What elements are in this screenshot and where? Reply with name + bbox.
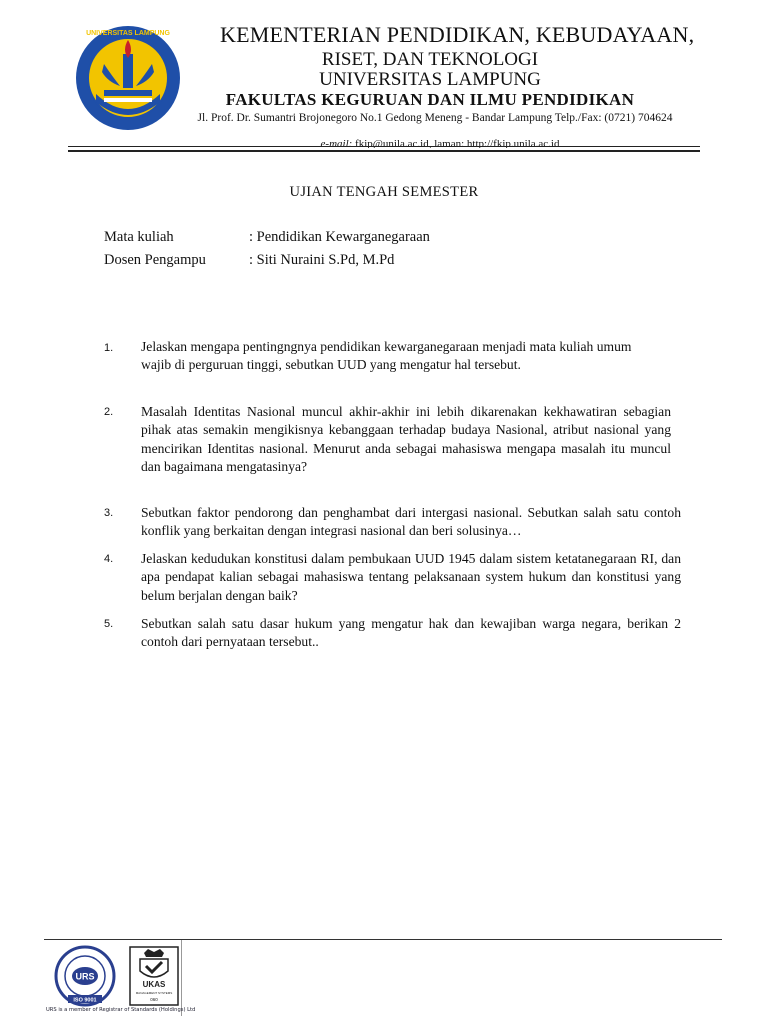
logo-ring-text: UNIVERSITAS LAMPUNG [86,30,170,37]
faculty-name: FAKULTAS KEGURUAN DAN ILMU PENDIDIKAN [225,90,635,109]
urs-seal-standard: ISO 9001 [73,997,97,1004]
ukas-mark-text: UKAS [142,980,166,989]
question-4-text: Jelaskan kedudukan konstitusi dalam pembukaan UUD 1945 dalam sistem ketatanegaraan RI, dan apa pendapat kalian sebagai mahasiswa tentang pelaksanaan system hukum dan konstitusi yang belum berjalan dengan baik? [141,551,681,603]
course-value: : Pendidikan Kewarganegaraan [249,229,430,245]
university-logo [74,24,182,132]
letterhead-rule-thin [68,146,700,147]
lecturer-value: : Siti Nuraini S.Pd, M.Pd [249,252,395,268]
urs-certification-seal [50,945,120,1007]
question-5-number: 5. [104,618,114,630]
footer-note: URS is a member of Registrar of Standards (Holdings) Ltd [46,1007,196,1013]
ministry-name-line1: KEMENTERIAN PENDIDIKAN, KEBUDAYAAN, [220,22,695,47]
question-3-number: 3. [104,507,114,519]
question-1-number: 1. [104,342,114,354]
university-name: UNIVERSITAS LAMPUNG [319,69,541,90]
ministry-name-line2: RISET, DAN TEKNOLOGI [321,49,539,70]
course-label: Mata kuliah [104,229,174,245]
letterhead-rule-thick [68,150,700,152]
ukas-mark-number: 060 [150,997,158,1002]
email-label: e-mail: [320,139,353,148]
question-3-text: Sebutkan faktor pendorong dan penghambat dari intergasi nasional. Sebutkan salah satu contoh konflik yang berkaitan dengan integrasi nasional dan beri solusinya… [141,505,681,539]
question-4-number: 4. [104,553,114,565]
lecturer-label: Dosen Pengampu [104,252,206,268]
question-2-text: Masalah Identitas Nasional muncul akhir-akhir ini lebih dikarenakan kekhawatiran sebagian pihak atas semakin mengikisnya kebanggaan terhadap budaya Nasional, atribut nasional yang mencirikan Identitas nasional. Menurut anda sebagai mahasiswa mengapa masalah itu muncul dan bagaimana mengatasinya? [141,404,671,474]
question-2-number: 2. [104,406,114,418]
email-value: fkip@unila.ac.id, laman: http://fkip.unila.ac.id [352,139,560,148]
address: Jl. Prof. Dr. Sumantri Brojonegoro No.1 Gedong Meneng - Bandar Lampung Telp./Fax: (0721) 704624 [197,112,673,124]
ukas-certification-mark [128,945,180,1007]
exam-title: UJIAN TENGAH SEMESTER [289,184,479,200]
question-5-text: Sebutkan salah satu dasar hukum yang mengatur hak dan kewajiban warga negara, berikan 2 contoh dari pernyataan tersebut.. [141,616,681,650]
urs-seal-text: URS [75,971,95,982]
question-1-text: Jelaskan mengapa pentingngnya pendidikan kewarganegaraan menjadi mata kuliah umum wajib di perguruan tinggi, sebutkan UUD yang mengatur hal tersebut. [141,339,632,373]
ukas-mark-subtitle: MANAGEMENT SYSTEMS [135,991,173,995]
